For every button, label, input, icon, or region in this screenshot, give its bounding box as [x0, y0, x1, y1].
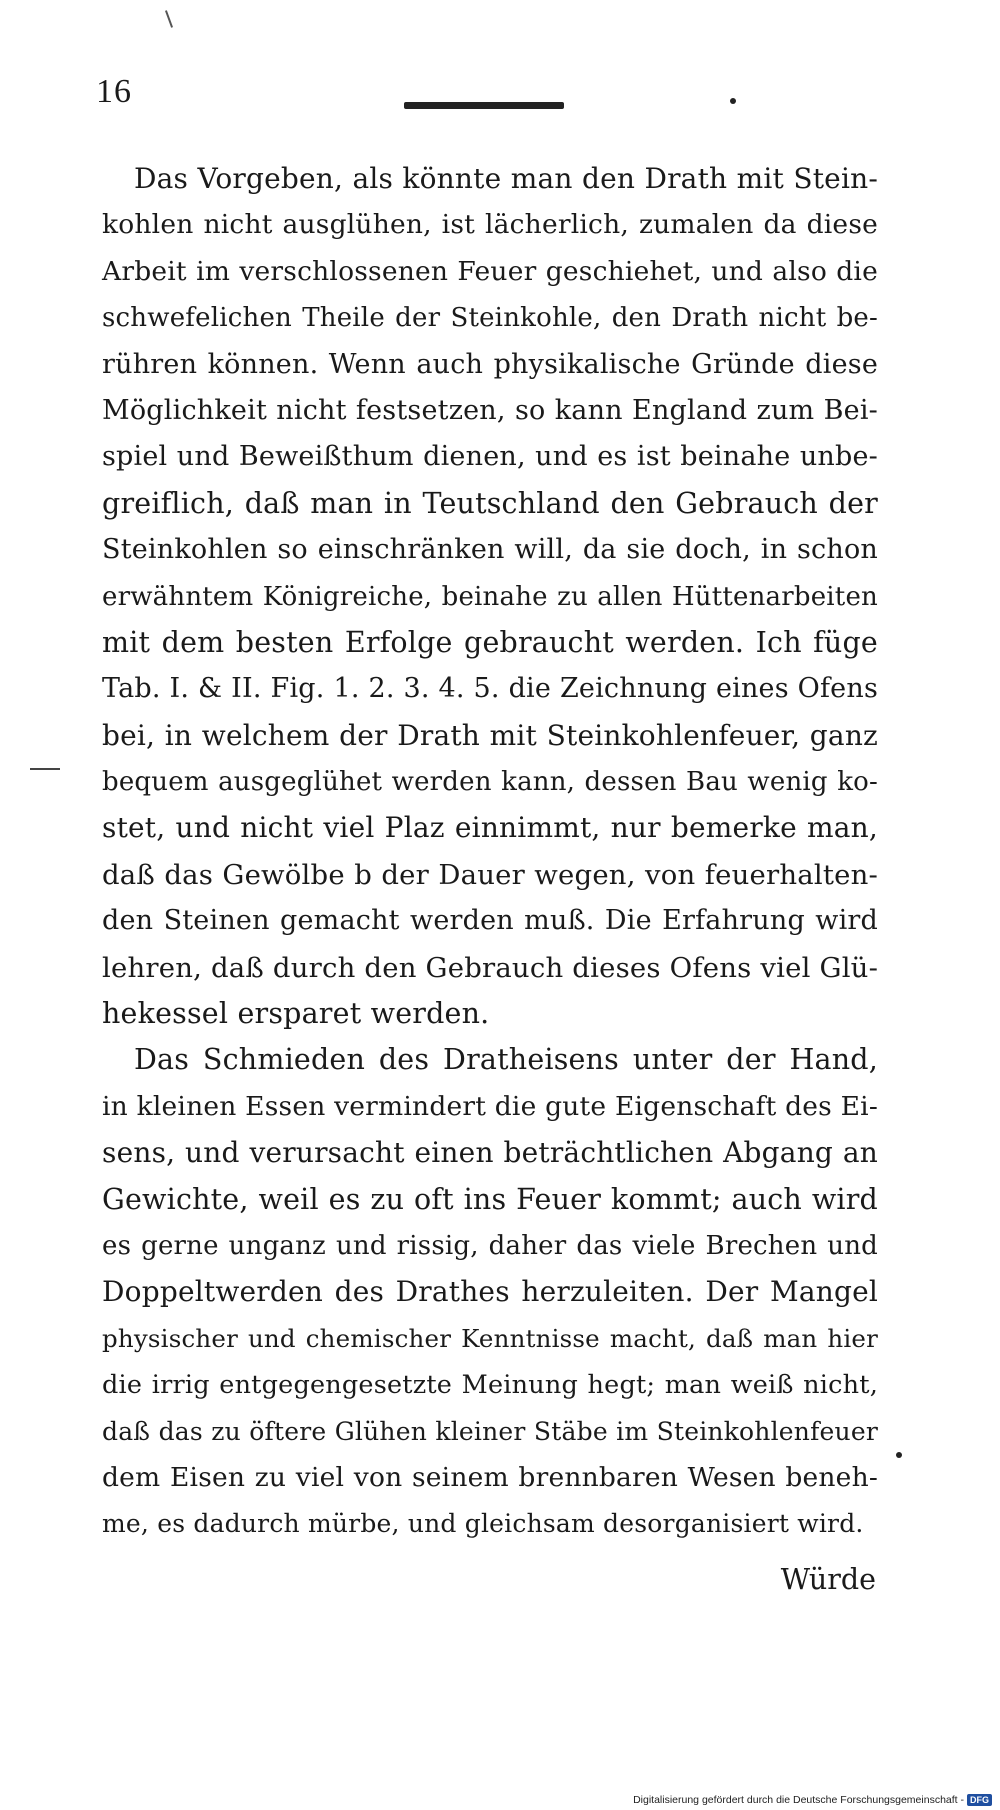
page-number: 16 — [96, 73, 132, 110]
text-line: stet, und nicht viel Plaz einnimmt, nur bemerke man, — [102, 811, 878, 845]
body-text — [102, 156, 878, 1548]
scan-mark — [165, 10, 173, 28]
text-line: me, es dadurch mürbe, und gleichsam desorganisiert wird. — [102, 1509, 864, 1539]
paragraph-2 — [102, 1037, 878, 1547]
text-line: Doppeltwerden des Drathes herzuleiten. Der Mangel — [102, 1275, 878, 1309]
text-line: Gewichte, weil es zu oft ins Feuer kommt; auch wird — [102, 1182, 878, 1216]
text-line: die irrig entgegengesetzte Meinung hegt; man weiß nicht, — [102, 1370, 878, 1401]
text-line: lehren, daß durch den Gebrauch dieses Ofens viel Glü- — [102, 951, 879, 984]
text-line: erwähntem Königreiche, beinahe zu allen Hüttenarbeiten — [102, 581, 878, 612]
header-dot — [730, 98, 736, 104]
text-line: Arbeit im verschlossenen Feuer geschiehet, und also die — [102, 255, 878, 287]
catchword: Würde — [780, 1563, 876, 1596]
margin-mark — [30, 768, 60, 770]
text-line: bequem ausgeglühet werden kann, dessen Bau wenig ko- — [102, 767, 878, 798]
paragraph-1 — [102, 156, 878, 1037]
text-line: sens, und verursacht einen beträchtlichen Abgang an — [102, 1136, 878, 1170]
text-line: daß das zu öftere Glühen kleiner Stäbe im Steinkohlenfeuer — [102, 1416, 878, 1446]
footer-text: Digitalisierung gefördert durch die Deutsche Forschungsgemeinschaft - — [633, 1794, 964, 1806]
text-line: mit dem besten Erfolge gebraucht werden. Ich füge — [102, 625, 878, 659]
text-line: Das Schmieden des Dratheisens unter der Hand, — [134, 1043, 878, 1077]
text-line: bei, in welchem der Drath mit Steinkohlenfeuer, ganz — [102, 718, 878, 752]
text-line: Tab. I. & II. Fig. 1. 2. 3. 4. 5. die Zeichnung eines Ofens — [102, 673, 878, 705]
text-line: den Steinen gemacht werden muß. Die Erfahrung wird — [102, 905, 878, 937]
text-line: es gerne unganz und rissig, daher das viele Brechen und — [102, 1230, 878, 1261]
text-line: daß das Gewölbe b der Dauer wegen, von feuerhalten- — [102, 858, 878, 891]
text-line: hekessel ersparet werden. — [102, 997, 490, 1031]
text-line: schwefelichen Theile der Steinkohle, den Drath nicht be- — [102, 303, 878, 334]
text-line: in kleinen Essen vermindert die gute Eigenschaft des Ei- — [102, 1090, 878, 1122]
footer-credit — [633, 1794, 992, 1806]
text-line: Das Vorgeben, als könnte man den Drath mit Stein- — [134, 162, 878, 195]
text-line: Steinkohlen so einschränken will, da sie doch, in schon — [102, 534, 878, 566]
text-line: kohlen nicht ausglühen, ist lächerlich, zumalen da diese — [102, 209, 878, 241]
header-rule — [404, 102, 564, 109]
text-line: greiflich, daß man in Teutschland den Gebrauch der — [102, 486, 878, 520]
dfg-logo: DFG — [967, 1794, 992, 1806]
text-line: dem Eisen zu viel von seinem brennbaren Wesen beneh- — [102, 1461, 878, 1493]
text-line: rühren können. Wenn auch physikalische Gründe diese — [102, 348, 878, 380]
ink-speck — [896, 1452, 902, 1458]
text-line: physischer und chemischer Kenntnisse macht, daß man hier — [102, 1323, 878, 1353]
text-line: Möglichkeit nicht festsetzen, so kann England zum Bei- — [102, 394, 878, 426]
text-line: spiel und Beweißthum dienen, und es ist beinahe unbe- — [102, 441, 878, 473]
